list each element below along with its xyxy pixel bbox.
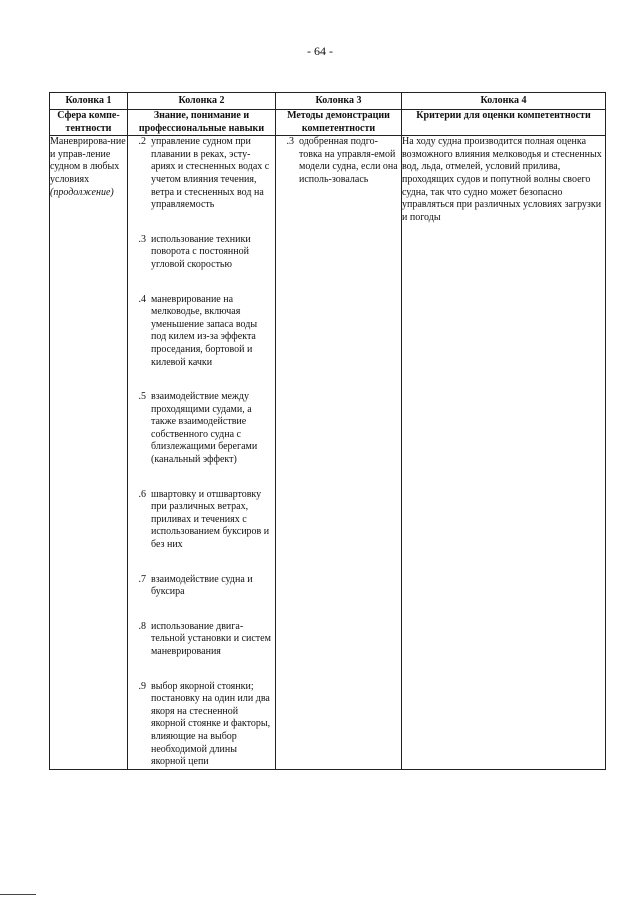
list-item	[276, 136, 401, 186]
criteria-text: На ходу судна производится полная оценка возможного влияния мелководья и стесненных вод, льда, отмелей, условий прилива, проходящих судов и попутной волны своего судна, так что судно может безопасно управляться при различных условиях загрузки и погоды	[402, 136, 602, 223]
item-number: .5	[138, 391, 146, 403]
list-item	[128, 294, 275, 370]
methods-cell	[276, 136, 402, 770]
criteria-cell	[402, 136, 606, 770]
item-number: .3	[138, 233, 146, 245]
list-item	[128, 621, 275, 659]
sphere-cell	[50, 136, 128, 770]
column-name-row	[50, 110, 606, 136]
item-number: .4	[138, 293, 146, 305]
table-row	[50, 136, 606, 770]
item-text: использование двига-тельной установки и систем маневрирования	[151, 620, 271, 657]
item-number: .6	[138, 488, 146, 500]
item-text: швартовку и отшвартовку при различных ветрах, приливах и течениях с использованием буксиров и без них	[151, 488, 270, 551]
column-name-2: Знание, понимание и профессиональные навыки	[128, 110, 276, 136]
column-number-1: Колонка 1	[50, 93, 128, 110]
list-item	[128, 136, 275, 212]
item-text: взаимодействие между проходящими судами, а также взаимодействие собственного судна с близлежащими берегами (канальный эффект)	[151, 391, 258, 466]
knowledge-cell	[128, 136, 276, 770]
item-text: взаимодействие судна и буксира	[151, 573, 253, 598]
column-name-1: Сфера компе-тентности	[50, 110, 128, 136]
item-number: .2	[138, 136, 146, 148]
list-item	[128, 234, 275, 272]
page-number: - 64 -	[307, 44, 333, 58]
item-number: .8	[138, 620, 146, 632]
sphere-text: Маневрирова-ние и управ-ление судном в любых условиях	[50, 136, 126, 185]
item-number: .3	[286, 136, 294, 148]
item-text: управление судном при плавании в реках, эсту-ариях и стесненных водах с учетом влияния течения, ветра и стесненных вод на управляемость	[151, 136, 270, 211]
column-number-4: Колонка 4	[402, 93, 606, 110]
item-text: маневрирование на мелководье, включая уменьшение запаса воды под килем из-за эффекта проседания, бортовой и килевой качки	[151, 293, 258, 368]
list-item	[128, 391, 275, 467]
continuation-note: (продолжение)	[50, 186, 114, 198]
column-number-3: Колонка 3	[276, 93, 402, 110]
column-number-2: Колонка 2	[128, 93, 276, 110]
footnote-divider	[0, 894, 36, 895]
item-text: одобренная подго-товка на управля-емой модели судна, если она исполь-зовалась	[299, 136, 398, 185]
item-number: .9	[138, 680, 146, 692]
competence-table	[49, 92, 606, 770]
column-name-3: Методы демонстрации компетентности	[276, 110, 402, 136]
item-number: .7	[138, 573, 146, 585]
list-item	[128, 681, 275, 769]
item-text: использование техники поворота с постоянной угловой скоростью	[151, 233, 251, 270]
column-name-4: Критерии для оценки компетентности	[402, 110, 606, 136]
list-item	[128, 574, 275, 599]
column-number-row	[50, 93, 606, 110]
item-text: выбор якорной стоянки; постановку на один или два якоря на стесненной якорной стоянке и факторы, влияющие на выбор необходимой длины якорной цепи	[151, 680, 271, 768]
list-item	[128, 489, 275, 552]
